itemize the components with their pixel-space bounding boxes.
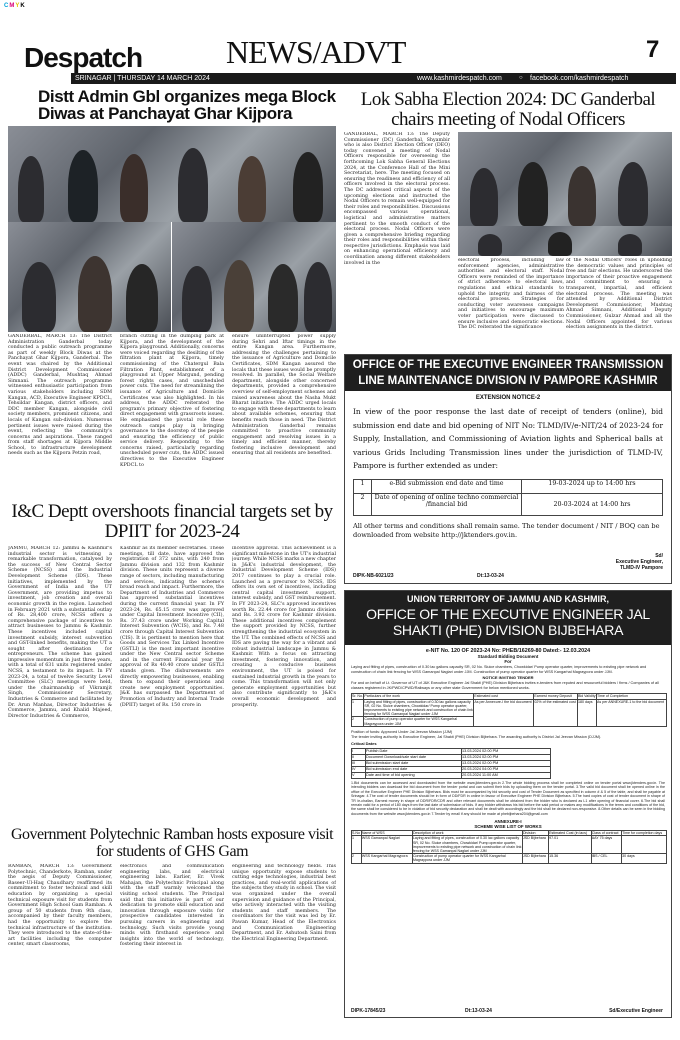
story1-headline: Distt Admin Gbl organizes mega Block Diwas at Panchayat Ghar Kijpora: [38, 87, 336, 123]
story1-photo-top: [8, 126, 336, 222]
story3-col2: Kashmir as its member secretaries. These meetings, till date, have approved the registration of 372 units, with 240 from Jammu division and 132 from Kashmir division. These units represent a diverse range of sectors, including manufacturing and services, indicating the scheme's broad reach and impact. Furthermore, the Department of Industries and Commerce has approved substantial incentives during the current financial year. In FY 2023-24, Rs. 65.15 crore was approved under Capital Investment Incentive (CII), Rs. 37.43 crore under Working Capital Interest Subvention (WCIS), and Rs. 7.48 crore through Capital Interest Subvention (CIS). It is pertinent to mention here that Goods and Services Tax Linked Incentive (GSTLI) is the most important incentive under the New Central sector Scheme and in the current Financial year the approval of Rs 40.40 crore under GSTLI stands given. The disbursements are directly empowering businesses, enabling them to expand their operations and create new employment opportunities. J&K has surpassed the Department of Promotion of Industry and Internal Trade (DPIIT) target of Rs. 150 crore in: [120, 546, 224, 708]
story1-photo-right: [172, 222, 336, 332]
ad1-signature: Sd/ Executive Engineer, TLMD-IV Pampore: [615, 553, 663, 571]
ad2-tender-note: The tender inviting authority is Executive Engineer, Jal Shakti (PHE) Division Bijbehara. The awarding authority is District Jal Jeevan Mission (DJJM).: [351, 735, 602, 740]
ad2-notice-head: NOTICE INVITING TENDER: [482, 675, 534, 681]
story4-col3: engineering and technology fields. This unique opportunity expose students to cutting edge technologies, industrial best practices, and real-world applications of the subjects they study in school. The visit was organized under the overall supervision and guidance of the Principal, who actively interacted with the visiting students and staff members. The coordinators for the visit was led by Er. Pawan Kumar, Head of the Electronics and Communication Engineering Department, and Er. Ashutosh Saini from the Electrical Engineering Department.: [232, 864, 336, 942]
story2-photo-bottom: [458, 226, 672, 256]
story3-col3: incentive approval. This achievement is a significant milestone in the UT's industrial journey. While NCSS marks a new chapter in J&K's industrial development, the Industrial Development Scheme (IDS) 2017 continues to play a crucial role. Launched as a precursor to NCSS, IDS offers its own set of incentives, including central capital investment support, interest subsidy, and GST reimbursement. In FY 2023-24, SLC's approved incentives worth Rs. 22.44 crore for Jammu division and Rs. 3.92 crore for Kashmir division. These additional incentives complement the support provided by NCSS, further strengthening the industrial ecosystem in the UT. The combined effects of NCSS and IDS are paving the way for a vibrant and robust industrial landscape in Jammu & Kashmir. With a focus on attracting investment, fostering innovation, and creating a conducive business environment, the UT is poised for sustained industrial growth in the years to come. This transformation will not only generate employment opportunities but also contribute significantly to J&K's overall economic development and prosperity.: [232, 546, 336, 708]
story3-col1: JAMMU, MARCH 12: Jammu & Kashmir's industrial sector is witnessing a remarkable transformation, catalysed by the success of New Central Sector Scheme (NCSS) and the Industrial Development Scheme (IDS). These initiatives, implemented by the Government of India and the UT Government, are providing impetus to investment, job creation and overall economic growth in the region. Launched in February 2021 with a substantial outlay of Rs. 28,400 crore, NCSS offers a comprehensive package of incentives to attract businesses to Jammu & Kashmir. These incentives included capital investment subsidy, interest subvention and GST-linked benefits, making the UT a sought after destination for entrepreneurs. The scheme has gained impressive momentum in just three years, with a total of 631 units registered under NCSS, a testament to its impact. In FY 2023-24, a total of twelve Security Level Committee (SLC) meetings were held, under the chairmanship of Vikramjit Singh, Commissioner Secretary, Industries & Commerce and facilitated by Dr. Arun Manhas, Director Industries & Commerce, Jammu, and Khalid Majeed, Director Industries & Commerce,: [8, 546, 112, 719]
website-link[interactable]: www.kashmirdespatch.com: [417, 75, 502, 82]
story1-col3: ensure uninterrupted power supply during Sehri and Iftar timings in the entire Kangan area. Furthermore, addressing the challenges pertaining to the issuance of Agriculture and Domicile Certificates, SDM Kangan assured the locals that these issues would be promptly resolved. In parallel, the Social Welfare department, alongside other concerned departments, provided a comprehensive overview of self-employment schemes and raised awareness about the Nasha Mukt Bharat initiative. The ADDC urged locals to engage with these departments to learn about available schemes, ensuring that benefits reach those in need. The District Administration Ganderbal remains committed to proactive community engagement and resolving issues in a timely and efficient manner, thereby fostering inclusive development and ensuring that all residents are benefited.: [232, 334, 336, 457]
story4-headline: Government Polytechnic Ramban hosts exposure visit for students of GHS Gam: [10, 826, 334, 860]
ad2-notes: 1.Bid documents can be accessed and downloaded from the website www.jktenders.gov.in 2.The whole bidding process shall be completed online on tender portal www.jktenders.gov.in. The intending bidders can download the bid document from the tender portal and can submit their bids by uploading them on the tender portal. 3.The valid bid document shall be opened online in the office of the Executive Engineer PHE Division Bijbehara. Bids must be accompanied by bid security and cost of Tender Document as specified in column # & 5 of the table, and shall be payable at Srinagar. 4.The cost of tender documents should be in form of DD/FDR in online in favour of Executive Engineer PHE Division Bijbehara. 5.The hard copies of cost of tender document in shape of TR /e-challan, Earnest money in shape of DDR/FDR/CDR and other relevant documents shall be obtained from the bidder who is declared as L1 after opening of financial cover. 6.The bid shall remain valid for a period of 180 days from the last date of submission of bids. If any bidder withdraws his bid before the said period or makes any modifications in the terms and conditions of the bid, the same shall be considered to be in violation of bid security declaration and shall be dealt with accordingly and the bid shall be declared non-responsive. 8.Other details can be seen in the bidding documents from the website www.jktenders.gov.in 7.Tender by email if any should be made at phebijbehara204@gmail.com: [351, 780, 665, 816]
table-row: 1 WSS Gamanpal Naglari Laying and fitting of pipes, construction of 0.30 lac gallons capacity SR, 02 No. Sluice chambers, Chowkidar/ Pump operator quarter, improvements to existing pipe network and construction of chain link fencing for WSS Gamanpal Naglari under JJM JSD Bijbehara 97.01 AAY 75 days: [352, 836, 667, 854]
ad2-funds: Position of funds: Approved Under Jal Jeevan Mission (JJM): [351, 729, 453, 734]
section-title: NEWS/ADVT: [226, 34, 406, 70]
table-row: 2 WSS Kangarhal Magraypora Construction of pump operator quarter for WSS Kangarhal Magraypora under JJM JSD Bijbehara 15.36 IBS / CEL 30 days: [352, 854, 667, 863]
globe-icon: ○: [519, 75, 523, 81]
ad2-title: UNION TERRITORY OF JAMMU AND KASHMIR, OFFICE OF THE EXECUTIVE ENGINEER JAL SHAKTI (PHE) DIVISION BIJBEHARA: [345, 591, 671, 645]
story2-photo-top: [458, 132, 672, 226]
facebook-link[interactable]: facebook.com/kashmirdespatch: [530, 75, 629, 82]
ad2-annex-table: S.No Name of WSS Description of work Division Estimated Cost (in lacs) Class of contract Time for completion days 1 WSS Gamanpal Naglari Laying and fitting of pipes, construction of 0.30 lac gallons capacity SR, 02 No. Sluice chambers, Chowkidar/ Pump operator quarter, improvements to existing pipe network and construction of chain link fencing for WSS Gamanpal Naglari under JJM JSD Bijbehara 97.01 AAY 75 days 2 WSS Kangarhal Magraypora Construction of pump operator quarter for WSS Kangarhal Magraypora under JJM JSD Bijbehara 15.36 IBS / CEL 30 days: [351, 830, 667, 863]
page-number: 7: [646, 36, 660, 63]
ad2-for-text: Laying and fitting of pipes, construction of 0.30 lac gallons capacity SR, 02 No. Sluice chambers, Chowkidar/ Pump operator quarter, improvements to existing pipe network and construction of chain link fencing for WSS Gamanpal Naglari under JJM. Construction of pump operator quarter for WSS Kangarhal Magraypora under JJM.: [351, 665, 647, 674]
city-date: SRINAGAR | THURSDAY 14 MARCH 2024: [75, 75, 210, 82]
ad-jal-shakti-notice: [344, 590, 672, 1018]
story4-col1: RAMBAN, MARCH 13: Government Polytechnic, Chanderkote, Ramban, under the aegis of Deputy Commissioner, Baseer-Ul-Haq Chaudhary reaffirmed its commitment to foster technical and skill education by organizing a special technical exposure visit for students from Government High School Gam Ramban. A group of 50 students from 9th class, accompanied by their faculty members, had the opportunity to explore the technical infrastructure of the institution. They were introduced to the state-of-the-art facilities including the computer center, smart classrooms,: [8, 864, 112, 948]
ad2-work-table: Sr. No. Particulars of the work Estimated cost Earnest money Deposit Bid Validity Time of Completion 1 Laying and fitting of pipes, construction of 0.30 lac gallons capacity SR, 02 No. Sluice chambers, Chowkidar/ Pump operator quarter, improvements to existing pipe network and construction of chain link fencing for WSS Gamanpal Naglari under JJM As per Annexure-I the bid document 02% of the estimated cost 180 days As per ANNEXURE-1 to the bid document 2 Construction of pump operator quarter for WSS Kangarhal Magraypora under JJM: [351, 693, 667, 726]
ad2-critical-head: Critical Dates: [351, 740, 377, 746]
ad1-subtitle: EXTENSION NOTICE-2: [475, 395, 541, 401]
story2-col1: GANDERBAL, MARCH 13: The Deputy Commissioner (DC) Ganderbal, Shyambir who is also District Election Officer (DEO) today convened a meeting of Nodal Officers responsible for overseeing the forthcoming Lok Sabha General Elections 2024, at the Conference Hall of the Mini Secretariat, here. The meeting focused on ensuring the readiness and efficiency of all officers involved in the electoral process. The DC addressed critical aspects of the upcoming elections and instructed the Nodal Officers to remain well-equipped for their roles and responsibilities. Discussions encompassed various operational, logistical and administrative matters pertinent to the smooth conduct of the electoral process. Nodal Officers were given a comprehensive briefing regarding their roles and responsibilities within their respective jurisdictions. Emphasis was laid on enhancing operational efficiency and coordination among different stakeholders involved in the: [344, 132, 450, 266]
ad1-text: In view of the poor response the last date of receipt of tenders (online), bid submission end date and bid opening of NIT No: TLMD/IV/e-NIT/24 of 2023-24 for Supply, Installation, and Commissioning of Aviation lights and Spherical balls at various Grids Including Transmission lines under the jurisdiction of TLMD-IV, Pampore is further extended as under:: [353, 407, 663, 470]
story1-col2: branch cutting in the dumping park at Kijpora, and the development of the Kijpora playground. Additionally, concerns were voiced regarding the desilting of the filtration plant at Kijpora, timely commissioning of the Chatergul Bala Filtration Plant, establishment of a playground at Upper Margund, pending forest rights cases, and unscheduled power cuts. The need for streamlining the issuance of Agriculture and Domicile Certificates was also highlighted. In his address, the ADDC reiterated the program's primary objective of fostering direct engagement with grassroots issues. He emphasized the pivotal role these outreach camps play in bringing governance to the doorstep of the people and ensuring the efficiency of public service delivery. Responding to the concerns raised, particularly regarding unscheduled power cuts, the ADDC issued directives to the Executive Engineer KPDCL to: [120, 334, 224, 468]
ad2-ref: DIPK-17845/23: [351, 1008, 386, 1014]
ad2-annex-sub: SCHEME WISE LIST OF WORKS: [474, 824, 542, 830]
story2-col3: of the Nodal Officers' roles in upholding the democratic values and principles of free and fair elections. He underscored the importance of their proactive engagement and commitment to ensuring a transparent, impartial, and efficient electoral process. The meeting was attended by Additional District Development Commissioner, Mushtaq Ahmad Simnani, Additional Deputy Commissioner, Gulzar Ahmad and all the Nodal Officers appointed for various election assignments in the district.: [566, 258, 672, 331]
ad2-annex-head: ANNEXURE-I: [494, 819, 522, 825]
ad-tlmd-notice: [344, 354, 672, 584]
ad1-ref: DIPK-NB-6021/23: [353, 573, 394, 579]
ad2-critical-table: I Publish Date 13.03.2024 02:00 PM II Document Download/sale start date 13.03.2024 02:00 PM III Bid submission start date 13.03.2024 02:00 PM IV Bid submission end date 20.03.2024 04:00 PM V Date and time of bid opening 20.03.2024 11:00 AM: [351, 748, 551, 779]
story3-headline: I&C Deptt overshoots financial targets set by DPIIT for 2023-24: [11, 501, 333, 542]
dateline-bar: [71, 73, 676, 84]
ad1-footer: All other terms and conditions shall remain same. The tender document / NIT / BOQ can be downloaded from website http://jktenders.gov.in.: [353, 521, 660, 539]
ad2-invite: For and on behalf of Lt. Governor of UT of J&K Executive Engineer Jal Shakti (PHE) Division Bijbehara invites e-tenders from reputed and resourceful bidders / firms / Companies of all classes registered in JK/PWD/CPWD/Railways or any other state Government for below mentioned works.: [351, 681, 659, 690]
masthead-logo: Despatch: [24, 42, 143, 73]
story2-col2: electoral process, including law enforcement agencies, administrative authorities and electoral staff. Nodal Officers were reminded of the importance of strict adherence to electoral laws, regulations and ethical standards to uphold the integrity and fairness of the electoral process. Strategies for conducting voter awareness campaigns and initiatives to encourage maximum voter participation were discussed to ensure inclusive and democratic elections. The DC reiterated the significance: [458, 258, 564, 331]
ad1-title: OFFICE OF THE EXECUTIVE ENGINEER TRANSMISSION LINE MAINTENANCE DIVISION IV PAMPORE KASHMIR: [345, 355, 671, 391]
ad2-sbd: Standard Bidding Document: [477, 654, 539, 659]
ad2-date: Dt:13-03-24: [465, 1008, 492, 1014]
ad1-date: Dt:13-03-24: [477, 573, 504, 579]
story4-col2: electronics and communication engineering labs, and electrical engineering labs. Earlier, Er. Vivek Mahajan, the Polytechnic Principal along with the staff warmly welcomed the visiting school students. The Principal said that this initiative is part of our dedication to promote skill education and innovation through exposure visits for prospective candidates interested in pursuing careers in engineering and technology. Such visits provide young minds with firsthand experience and insights into the world of technology, fostering their interest in: [120, 864, 224, 948]
cmyk-marks: CMYK: [4, 3, 26, 9]
ad2-signature: Sd/Executive Engineer: [609, 1008, 663, 1014]
story1-photo-left: [8, 222, 171, 332]
story2-headline: Lok Sabha Election 2024: DC Ganderbal chairs meeting of Nodal Officers: [360, 89, 656, 130]
story1-col1: GANDERBAL, MARCH 13: The District Administration Ganderbal today conducted a public outreach programme as part of weekly Block Diwas at the Panchayat Ghar Kijpora, Ganderbal. The event was chaired by the Additional District Development Commissioner (ADDC) Ganderbal, Mushtaq Ahmad Simnani. The outreach programme witnessed enthusiastic participation from various stakeholders including SDM Kangan, ACD, Executive Engineer KPDCL, Tehsildar Kangan, district officers, and DDC member Kangan, alongside civil society members, prominent citizens, and locals of Kangan sub-division. Numerous pertinent issues were raised during the event, reflecting the community's concerns and aspirations. These ranged from staff shortages at Kijpora Middle School, to infrastructure development needs such as the Kijpora Petzin road,: [8, 334, 112, 457]
ad1-row: 2 Date of opening of online techno commercial /financial bid 20-03-2024 at 14:00 hrs: [354, 493, 663, 515]
ad1-row: 1 e-Bid submission end date and time 19-03-2024 up to 14:00 hrs: [354, 479, 663, 493]
ad2-for: For: [504, 659, 512, 664]
ad2-nit: e-NIT No. 120 OF 2023-24 No: PHEB/16269-80 Dated:- 12.03.2024: [425, 648, 591, 654]
